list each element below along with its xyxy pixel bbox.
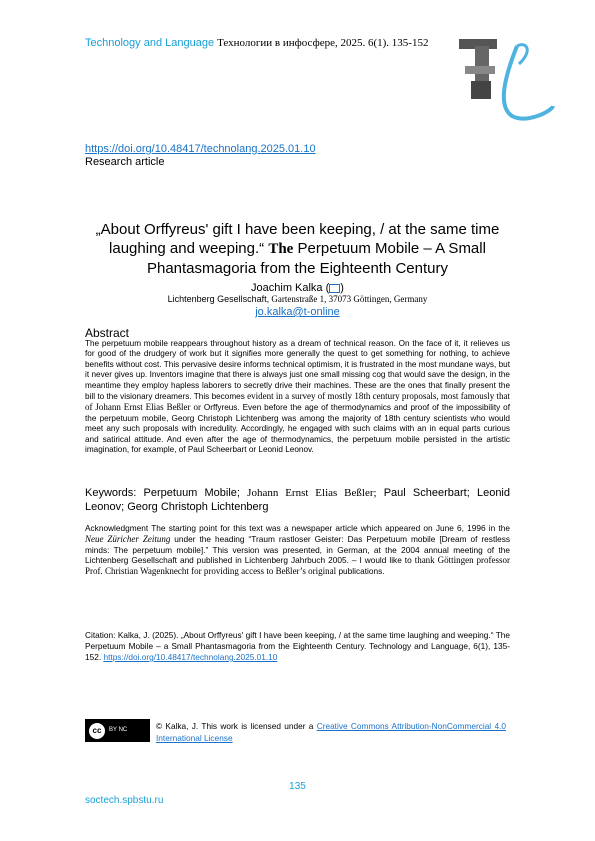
keywords-k3: Paul Scheerbart; Leonid Leonov; Georg Christoph Lichtenberg <box>85 487 510 513</box>
acknowledgment <box>85 523 510 577</box>
affiliation-address: Gartenstraße 1, 37073 Göttingen, Germany <box>269 294 428 304</box>
ack-part4: publications. <box>336 566 385 577</box>
abstract-part1: The perpetuum mobile reappears throughout history as a dream of technical reason. On the face of it, it relieves us for good of the drudgery of work but it signifies more generally the quest to get something for nothing, to achieve benefits without cost. This pervasive desire informs technical optimism, it is frustrated in the most mundane ways, but it never gives up. Inventors imagine that there is always just one small missing cog that would save the design, in the meantime they employ hapless laborers to secretly drive their machines. These are the ones that finally present the bill to the visionary dreamers. This becomes <box>85 339 510 402</box>
journal-name-en: Technology and Language <box>85 37 215 49</box>
doi-link[interactable]: https://doi.org/10.48417/technolang.2025.01.10 <box>85 143 316 155</box>
ack-part3: thank Göttingen professor Prof. Christian Wagenknecht for providing access to Beßler’s original <box>85 555 511 577</box>
cc-by-label: BY <box>109 727 117 733</box>
ack-part1: The starting point for this text was a newspaper article which appeared on June 6, 1996 in the <box>148 523 510 533</box>
article-type: Research article <box>85 156 165 168</box>
journal-logo <box>457 36 557 124</box>
title-the: The <box>268 241 294 257</box>
ack-newspaper: Neue Züricher Zeitung <box>85 533 171 544</box>
citation-doi-link[interactable]: https://doi.org/10.48417/technolang.2025.01.10 <box>103 652 278 662</box>
journal-header <box>85 37 428 49</box>
author-email-link[interactable]: jo.kalka@t-online <box>255 306 340 318</box>
license-link[interactable]: Creative Commons Attribution-NonCommercial 4.0 International License <box>156 721 506 743</box>
abstract-part2: evident in a survey of mostly 18th century proposals, most famously that of Johann Ernst Elias Beßler or <box>85 391 510 413</box>
article-title <box>85 220 510 278</box>
citation-text: Citation: Kalka, J. (2025). „About Orffyreus' gift I have been keeping, / at the same time laughing and weeping.“ The Perpetuum Mobile – a Small Phantasmagoria from the Eighteenth Century. Technology and Language, 6(1), 135-152. <box>85 630 510 662</box>
ack-label: Acknowledgment <box>85 523 149 533</box>
keywords-k1: Perpetuum Mobile; <box>136 487 248 499</box>
ack-part2: under the heading “Traum rastloser Geister: Das Perpetuum mobile [Dream of restless minds: The perpetuum mobile].” This version was presented, in German, at the 2004 annual meeting of the Lichtenberg Gesellschaft and published in Lichtenberg Jahrbuch 2005. – I would like to <box>85 533 511 566</box>
abstract-heading: Abstract <box>85 326 130 340</box>
license-statement: © Kalka, J. This work is licensed under a <box>156 721 317 731</box>
author-email-row <box>85 306 510 318</box>
citation <box>85 630 510 663</box>
journal-ref-ru: Технологии в инфосфере, 2025. 6(1). 135-152 <box>217 37 429 49</box>
cc-badge-labels <box>109 727 127 734</box>
author-line: Joachim Kalka ( ) <box>251 282 344 294</box>
author-name: Joachim Kalka <box>251 282 323 294</box>
title-part1: „About Orffyreus' gift I have been keeping, / at the same time laughing and weeping.“ <box>95 221 500 257</box>
cc-icon: cc <box>89 723 105 739</box>
cc-license-badge[interactable] <box>85 719 150 742</box>
abstract-part3: Orffyreus. Even before the age of thermodynamics and proof of the impossibility of the perpetuum mobile, Georg Christoph Lichtenberg was among the majority of 18th century scientists who would meet any such proposals with incredulity. Accordingly, he engaged with such claims with an in equal parts curious and satirical attitude. And even after the age of thermodynamics, the perpetuum mobile persisted in the artistic imagination, for example, of Paul Scheerbart or Leonid Leonov. <box>85 403 510 455</box>
affiliation <box>85 294 510 304</box>
affiliation-org: Lichtenberg Gesellschaft, <box>167 294 270 304</box>
keywords-label: Keywords: <box>85 487 137 499</box>
license-text <box>156 720 506 744</box>
title-part2: Perpetuum Mobile – A Small Phantasmagoria from the Eighteenth Century <box>146 240 486 277</box>
abstract-text <box>85 339 510 455</box>
keywords <box>85 486 510 514</box>
page-number: 135 <box>289 781 306 792</box>
envelope-icon[interactable] <box>329 284 340 293</box>
cc-nc-label: NC <box>118 727 128 733</box>
site-url[interactable]: soctech.spbstu.ru <box>85 795 164 806</box>
keywords-k2: Johann Ernst Elias Beßler; <box>247 487 377 499</box>
